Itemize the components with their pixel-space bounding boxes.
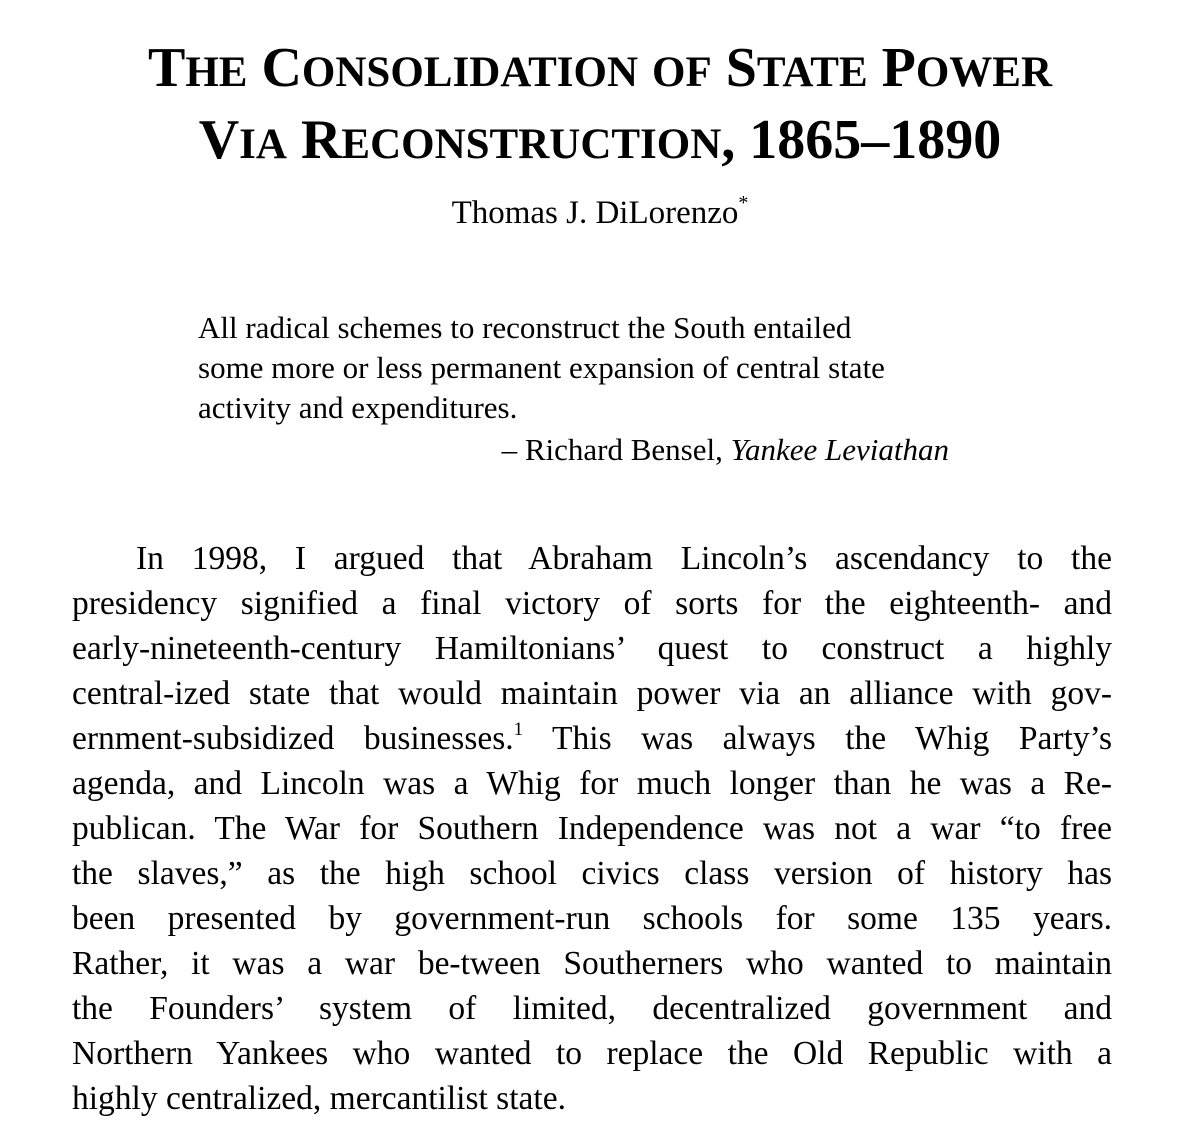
body-line-with-footnote <box>72 716 1112 761</box>
title-word-smallcaps: HE <box>185 49 248 96</box>
body-line: the Founders’ system of limited, decentralized government and <box>72 990 1112 1027</box>
title-line-1 <box>0 38 1200 103</box>
title-word: R <box>300 109 342 171</box>
title-word: V <box>198 109 240 171</box>
body-line: the slaves,” as the high school civics class version of history has <box>72 855 1112 892</box>
body-line: early-nineteenth-century Hamiltonians’ quest to construct a highly <box>72 630 1112 667</box>
body-line: highly centralized, mercantilist state. <box>72 1080 566 1117</box>
author-name: Thomas J. DiLorenzo <box>451 195 739 231</box>
body-line: central-ized state that would maintain power via an alliance with gov- <box>72 675 1112 712</box>
body-line: Rather, it was a war be-tween Southerners who wanted to maintain <box>72 945 1112 982</box>
title-word-smallcaps: IA <box>239 121 287 168</box>
title-word: T <box>147 37 186 99</box>
body-line: agenda, and Lincoln was a Whig for much longer than he was a Re- <box>72 765 1112 802</box>
body-paragraph <box>72 536 1112 1121</box>
author-byline <box>0 192 1200 234</box>
title-word: C <box>261 37 302 99</box>
body-line: In 1998, I argued that Abraham Lincoln’s ascendancy to the <box>136 540 1112 577</box>
epigraph-line: activity and expenditures. <box>198 390 518 425</box>
title-word: S <box>725 37 757 99</box>
title-word: P <box>881 37 916 99</box>
body-line: presidency signified a final victory of sorts for the eighteenth- and <box>72 585 1112 622</box>
footnote-ref-1[interactable]: 1 <box>513 719 524 740</box>
title-word-smallcaps: ECONSTRUCTION <box>341 121 722 168</box>
title-word-smallcaps: ONSOLIDATION <box>301 49 639 96</box>
title-line-2 <box>0 110 1200 175</box>
body-line: Northern Yankees who wanted to replace the Old Republic with a <box>72 1035 1112 1072</box>
body-line: been presented by government-run schools for some 135 years. <box>72 900 1112 937</box>
title-word-smallcaps: TATE <box>756 49 868 96</box>
body-line: publican. The War for Southern Independence was not a war “to free <box>72 810 1112 847</box>
title-date-range: , 1865–1890 <box>721 109 1002 171</box>
title-word-smallcaps: OWER <box>915 49 1053 96</box>
author-footnote-mark: * <box>738 192 749 214</box>
epigraph-line: All radical schemes to reconstruct the South entailed <box>198 310 852 345</box>
epigraph-attribution <box>502 430 949 470</box>
epigraph-quote <box>198 308 978 428</box>
epigraph-line: some more or less permanent expansion of central state <box>198 350 885 385</box>
title-word-smallcaps: OF <box>652 49 712 96</box>
attribution-author: – Richard Bensel, <box>501 432 731 467</box>
body-line-text: ernment-subsidized businesses. <box>72 720 514 757</box>
body-line-text: This was always the Whig Party’s <box>523 720 1112 757</box>
attribution-work-title: Yankee Leviathan <box>730 432 949 467</box>
